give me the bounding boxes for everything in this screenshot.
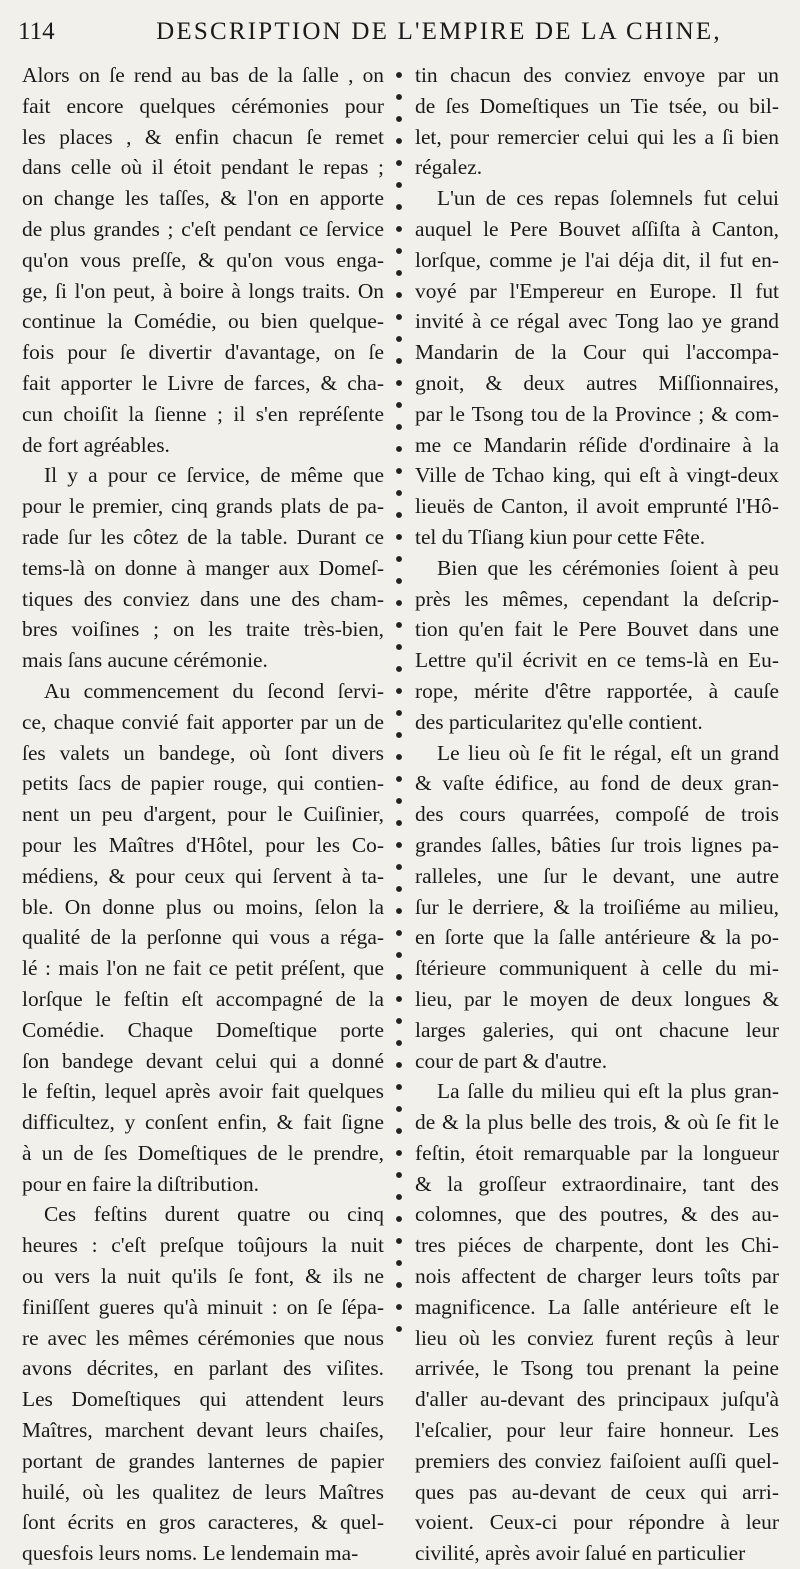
text-line: rope, mérite d'être rapportée, à cauſe xyxy=(415,678,779,703)
text-line: quesfois leurs noms. Le lendemain ma- xyxy=(22,1541,359,1566)
text-line: continue la Comédie, ou bien quelque- xyxy=(22,309,384,334)
text-line: de plus grandes ; c'eſt pendant ce ſervice xyxy=(22,216,384,241)
text-line: Au commencement du ſecond ſervi- xyxy=(44,678,384,703)
text-line: petits ſacs de papier rouge, qui contien- xyxy=(22,771,384,796)
text-line: lorſque, comme je l'ai déja dit, il fut en- xyxy=(415,247,779,272)
text-line: par le Tsong tou de la Province ; & com- xyxy=(415,401,779,426)
text-line: auquel le Pere Bouvet aſſiſta à Canton, xyxy=(415,216,779,241)
text-line: gnoit, & deux autres Miſſionnaires, xyxy=(415,370,779,395)
text-line: en ſorte que la ſalle antérieure & la po- xyxy=(415,925,779,950)
text-line: & la groſſeur extraordinaire, tant des xyxy=(415,1171,779,1196)
text-line: de ſes Domeſtiques un Tie tsée, ou bil- xyxy=(415,93,779,118)
text-line: larges galeries, qui ont chacune leur xyxy=(415,1017,779,1042)
text-line: ſes valets un bandege, où ſont divers xyxy=(22,740,384,765)
page-header xyxy=(18,18,788,58)
text-line: avons décrites, en parlant des viſites. xyxy=(22,1356,384,1381)
text-line: nent un peu d'argent, pour le Cuiſinier, xyxy=(22,802,384,827)
text-line: huilé, où les qualitez de leurs Maîtres xyxy=(22,1479,384,1504)
text-line: La ſalle du milieu qui eſt la plus gran- xyxy=(437,1079,779,1104)
text-line: pour les Maîtres d'Hôtel, pour les Co- xyxy=(22,832,384,857)
text-line: ou vers la nuit qu'ils ſe font, & ils ne xyxy=(22,1264,384,1289)
text-line: le feſtin, lequel après avoir fait quelques xyxy=(22,1079,384,1104)
text-line: les places , & enfin chacun ſe remet xyxy=(22,124,384,149)
page-number: 114 xyxy=(18,18,55,45)
text-line: à un de ſes Domeſtiques de le prendre, xyxy=(22,1140,384,1165)
text-line: & vaſte édifice, au fond de deux gran- xyxy=(415,771,779,796)
text-line: dans celle où il étoit pendant le repas ; xyxy=(22,155,384,180)
ornamental-column-divider xyxy=(388,64,410,1344)
text-line: rade ſur les côtez de la table. Durant ce xyxy=(22,524,384,549)
text-line: fois pour ſe divertir d'avantage, on ſe xyxy=(22,340,384,365)
text-line: invité à ce régal avec Tong lao ye grand xyxy=(415,309,779,334)
text-line: let, pour remercier celui qui les a ſi bien xyxy=(415,124,779,149)
text-line: ge, ſi l'on peut, à boire à longs traits. On xyxy=(22,278,384,303)
left-column xyxy=(22,60,384,1569)
text-line: fait apporter le Livre de farces, & cha- xyxy=(22,370,384,395)
text-line: ſtérieure communiquent à celle du mi- xyxy=(415,956,779,981)
text-line: cour de part & d'autre. xyxy=(415,1048,608,1073)
text-line: ralleles, une ſur le devant, une autre xyxy=(415,863,779,888)
text-line: portant de grandes lanternes de papier xyxy=(22,1448,384,1473)
text-line: Ces feſtins durent quatre ou cinq xyxy=(44,1202,384,1227)
text-line: heures : c'eſt preſque toûjours la nuit xyxy=(22,1233,384,1258)
text-line: tel du Tſiang kiun pour cette Fête. xyxy=(415,524,706,549)
text-line: arrivée, le Tsong tou prenant la peine xyxy=(415,1356,779,1381)
text-line: Ville de Tchao king, qui eſt à vingt-deux xyxy=(415,463,779,488)
running-title: DESCRIPTION DE L'EMPIRE DE LA CHINE, xyxy=(156,18,722,45)
text-line: ſont écrits en gros caracteres, & quel- xyxy=(22,1510,384,1535)
text-line: premiers des conviez faiſoient auſſi quel- xyxy=(415,1448,779,1473)
text-line: Il y a pour ce ſervice, de même que xyxy=(44,463,384,488)
text-line: colomnes, que des poutres, & des au- xyxy=(415,1202,779,1227)
text-line: nois affectent de charger leurs toîts par xyxy=(415,1264,779,1289)
text-line: tems-là on donne à manger aux Domeſ- xyxy=(22,555,384,580)
text-line: Les Domeſtiques qui attendent leurs xyxy=(22,1387,384,1412)
text-line: qualité de la perſonne qui vous a réga- xyxy=(22,925,384,950)
text-line: bres voiſines ; on les traite très-bien, xyxy=(22,617,384,642)
text-line: des cours quarrées, compoſé de trois xyxy=(415,802,779,827)
text-line: régalez. xyxy=(415,155,483,180)
text-line: mais ſans aucune cérémonie. xyxy=(22,648,268,673)
text-line: de & la plus belle des trois, & où ſe fit le xyxy=(415,1110,779,1135)
text-line: me ce Mandarin réſide d'ordinaire à la xyxy=(415,432,779,457)
text-line: Mandarin de la Cour qui l'accompa- xyxy=(415,340,779,365)
text-line: lorſque le feſtin eſt accompagné de la xyxy=(22,986,384,1011)
text-line: cun choiſit la ſienne ; il s'en repréſente xyxy=(22,401,384,426)
text-line: Alors on ſe rend au bas de la ſalle , on xyxy=(22,63,384,87)
text-line: lé : mais l'on ne fait ce petit préſent, que xyxy=(22,956,384,981)
text-line: Comédie. Chaque Domeſtique porte xyxy=(22,1017,384,1042)
text-line: finiſſent gueres qu'à minuit : on ſe ſépa- xyxy=(22,1294,384,1319)
text-line: ques pas au-devant de ceux qui arri- xyxy=(415,1479,779,1504)
text-line: lieu, par le moyen de deux longues & xyxy=(415,986,779,1011)
text-line: lieu où les conviez furent reçûs à leur xyxy=(415,1325,779,1350)
text-line: tion qu'en fait le Pere Bouvet dans une xyxy=(415,617,779,642)
text-line: ble. On donne plus ou moins, ſelon la xyxy=(22,894,384,919)
text-line: pour en faire la diſtribution. xyxy=(22,1171,260,1196)
text-line: l'eſcalier, pour leur faire honneur. Les xyxy=(415,1418,779,1443)
text-line: tres piéces de charpente, dont les Chi- xyxy=(415,1233,779,1258)
text-line: qu'on vous preſſe, & qu'on vous enga- xyxy=(22,247,384,272)
text-line: pour le premier, cinq grands plats de pa- xyxy=(22,494,384,519)
text-line: ſur le derriere, & la troiſiéme au milieu, xyxy=(415,894,779,919)
text-line: on change les taſſes, & l'on en apporte xyxy=(22,186,384,211)
text-line: Maîtres, marchent devant leurs chaiſes, xyxy=(22,1418,384,1443)
text-line: L'un de ces repas ſolemnels fut celui xyxy=(437,186,779,211)
text-line: voyé par l'Empereur en Europe. Il fut xyxy=(415,278,779,303)
text-line: difficultez, y conſent enfin, & fait ſigne xyxy=(22,1110,384,1135)
text-line: civilité, après avoir ſalué en particulier xyxy=(415,1541,746,1566)
text-line: tin chacun des conviez envoye par un xyxy=(415,63,779,87)
text-line: de fort agréables. xyxy=(22,432,170,457)
text-line: lieuës de Canton, il avoit emprunté l'Hô- xyxy=(415,494,779,519)
text-line: voient. Ceux-ci pour répondre à leur xyxy=(415,1510,779,1535)
text-line: Le lieu où ſe fit le régal, eſt un grand xyxy=(437,740,779,765)
right-column xyxy=(415,60,779,1569)
text-line: magnificence. La ſalle antérieure eſt le xyxy=(415,1294,779,1319)
text-line: tiques des conviez dans une des cham- xyxy=(22,586,384,611)
text-line: médiens, & pour ceux qui ſervent à ta- xyxy=(22,863,384,888)
text-line: ce, chaque convié fait apporter par un de xyxy=(22,709,384,734)
text-line: près les mêmes, cependant la deſcrip- xyxy=(415,586,779,611)
text-line: grandes ſalles, bâties ſur trois lignes pa- xyxy=(415,832,779,857)
text-line: feſtin, étoit remarquable par la longueur xyxy=(415,1140,779,1165)
text-line: Lettre qu'il écrivit en ce tems-là en Eu- xyxy=(415,648,779,673)
text-line: Bien que les cérémonies ſoient à peu xyxy=(437,555,779,580)
text-line: fait encore quelques cérémonies pour xyxy=(22,93,384,118)
text-line: ſon bandege devant celui qui a donné xyxy=(22,1048,384,1073)
text-line: d'aller au-devant des principaux juſqu'à xyxy=(415,1387,779,1412)
text-line: re avec les mêmes cérémonies que nous xyxy=(22,1325,384,1350)
text-line: des particularitez qu'elle contient. xyxy=(415,709,703,734)
